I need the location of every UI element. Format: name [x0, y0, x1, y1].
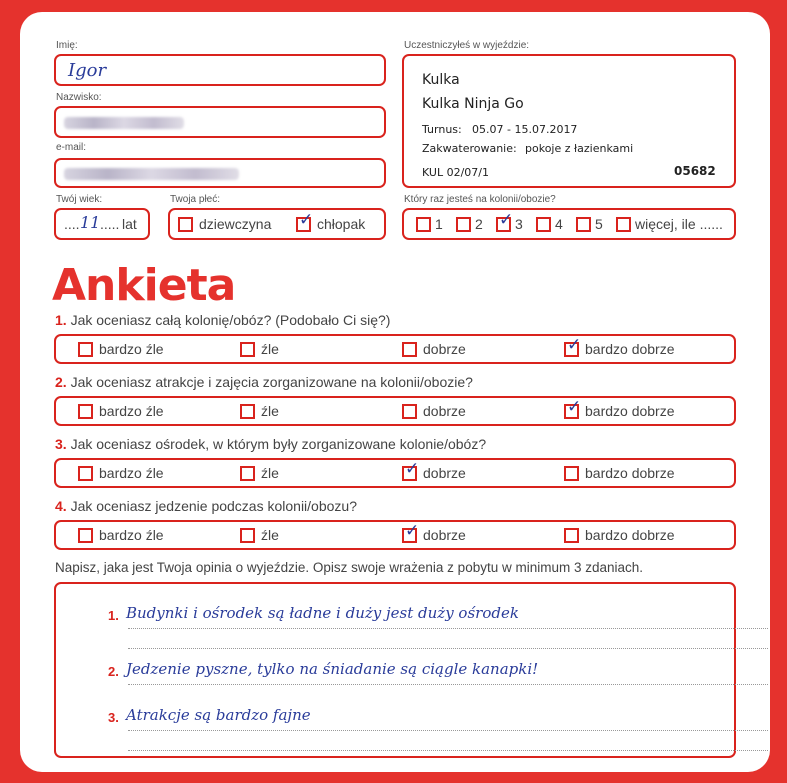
times-option-1[interactable]: [416, 210, 443, 238]
gender-label: Twoja płeć:: [170, 194, 221, 205]
trip-number: 05682: [674, 164, 716, 178]
blurred-last-name: [64, 117, 184, 129]
rating-checkbox[interactable]: [78, 528, 93, 543]
gender-girl-checkbox[interactable]: [178, 217, 193, 232]
trip-label: Uczestniczyłeś w wyjeździe:: [404, 40, 530, 51]
turnus-value: 05.07 - 15.07.2017: [472, 123, 578, 136]
gender-option-girl[interactable]: [178, 210, 271, 238]
email-field[interactable]: [54, 158, 386, 188]
rating-label: bardzo dobrze: [585, 465, 675, 481]
question-label: Jak oceniasz ośrodek, w którym były zorganizowane kolonie/obóz?: [70, 436, 487, 452]
question-number: 4.: [55, 498, 67, 514]
rating-checkbox[interactable]: [240, 342, 255, 357]
times-more-checkbox[interactable]: [616, 217, 631, 232]
divider: [128, 648, 768, 649]
rating-option[interactable]: [78, 398, 164, 424]
check-mark-icon: ✓: [299, 209, 314, 230]
question-3-text: [55, 436, 486, 452]
divider: [128, 628, 768, 629]
times-option-2[interactable]: [456, 210, 483, 238]
trip-line2: Kulka Ninja Go: [422, 96, 524, 112]
survey-title: Ankieta: [52, 260, 236, 311]
times-4-label: 4: [555, 216, 563, 232]
rating-label: źle: [261, 465, 279, 481]
divider: [128, 730, 768, 731]
question-label: Jak oceniasz całą kolonię/obóz? (Podobało Ci się?): [70, 312, 391, 328]
age-field[interactable]: .... 11 ..... lat: [54, 208, 150, 240]
rating-option[interactable]: [78, 460, 164, 486]
rating-label: źle: [261, 341, 279, 357]
rating-checkbox[interactable]: [402, 520, 420, 543]
check-mark-icon: ✓: [499, 209, 514, 230]
rating-checkbox[interactable]: [78, 466, 93, 481]
question-label: Jak oceniasz jedzenie podczas kolonii/obozu?: [70, 498, 357, 514]
rating-checkbox[interactable]: [78, 404, 93, 419]
divider: [128, 750, 768, 751]
rating-option[interactable]: [402, 336, 466, 362]
accommodation-label: Zakwaterowanie:: [422, 142, 517, 155]
trip-line1: Kulka: [422, 72, 460, 88]
first-name-value: Igor: [68, 60, 107, 81]
opinion-box[interactable]: [54, 582, 736, 758]
times-option-4[interactable]: [536, 210, 563, 238]
rating-option[interactable]: [402, 398, 466, 424]
last-name-field[interactable]: [54, 106, 386, 138]
check-mark-icon: ✓: [405, 458, 420, 479]
last-name-label: Nazwisko:: [56, 92, 102, 103]
first-name-field[interactable]: [54, 54, 386, 86]
rating-checkbox[interactable]: [564, 334, 582, 357]
opinion-answer-1: Budynki i ośrodek są ładne i duży jest duży ośrodek: [126, 604, 519, 622]
rating-checkbox[interactable]: [240, 466, 255, 481]
accommodation-value: pokoje z łazienkami: [525, 142, 634, 155]
divider: [128, 684, 768, 685]
rating-option[interactable]: [240, 398, 279, 424]
question-4-text: [55, 498, 357, 514]
age-value: 11: [80, 213, 101, 232]
gender-girl-label: dziewczyna: [199, 216, 272, 232]
trip-code: KUL 02/07/1: [422, 166, 489, 179]
rating-option[interactable]: [402, 522, 466, 548]
blurred-email: [64, 168, 239, 180]
rating-label: dobrze: [423, 341, 466, 357]
times-2-checkbox[interactable]: [456, 217, 471, 232]
question-number: 3.: [55, 436, 67, 452]
gender-boy-label: chłopak: [317, 216, 366, 232]
check-mark-icon: ✓: [567, 396, 582, 417]
rating-label: bardzo źle: [99, 527, 164, 543]
survey-sheet: [20, 12, 770, 772]
first-name-label: Imię:: [56, 40, 78, 51]
rating-checkbox[interactable]: [240, 528, 255, 543]
times-option-3[interactable]: [496, 210, 523, 238]
times-2-label: 2: [475, 216, 483, 232]
opinion-num-1: 1.: [108, 608, 119, 623]
rating-label: dobrze: [423, 527, 466, 543]
times-label: Który raz jesteś na kolonii/obozie?: [404, 194, 556, 205]
rating-checkbox[interactable]: [564, 396, 582, 419]
times-option-5[interactable]: [576, 210, 603, 238]
opinion-answer-2: Jedzenie pyszne, tylko na śniadanie są ciągle kanapki!: [126, 660, 539, 678]
times-5-checkbox[interactable]: [576, 217, 591, 232]
rating-option[interactable]: [402, 460, 466, 486]
age-label: Twój wiek:: [56, 194, 103, 205]
times-4-checkbox[interactable]: [536, 217, 551, 232]
opinion-prompt: Napisz, jaka jest Twoja opinia o wyjeździe. Opisz swoje wrażenia z pobytu w minimum 3 zdaniach.: [55, 560, 644, 575]
check-mark-icon: ✓: [567, 334, 582, 355]
rating-option[interactable]: [240, 336, 279, 362]
rating-label: bardzo dobrze: [585, 527, 675, 543]
question-number: 2.: [55, 374, 67, 390]
question-label: Jak oceniasz atrakcje i zajęcia zorganizowane na kolonii/obozie?: [70, 374, 473, 390]
rating-label: bardzo źle: [99, 465, 164, 481]
rating-label: bardzo dobrze: [585, 403, 675, 419]
rating-checkbox[interactable]: [402, 404, 417, 419]
question-4-rating: [54, 520, 736, 550]
times-5-label: 5: [595, 216, 603, 232]
rating-label: bardzo źle: [99, 341, 164, 357]
times-1-checkbox[interactable]: [416, 217, 431, 232]
opinion-num-3: 3.: [108, 710, 119, 725]
rating-option[interactable]: [564, 336, 675, 362]
rating-option[interactable]: [240, 522, 279, 548]
times-3-label: 3: [515, 216, 523, 232]
turnus-label: Turnus:: [422, 123, 462, 136]
rating-option[interactable]: [78, 522, 164, 548]
gender-option-boy[interactable]: [296, 210, 365, 238]
question-3-rating: [54, 458, 736, 488]
rating-label: źle: [261, 403, 279, 419]
trip-card: [402, 54, 736, 188]
times-1-label: 1: [435, 216, 443, 232]
times-more-label: więcej, ile ......: [635, 216, 723, 232]
check-mark-icon: ✓: [405, 520, 420, 541]
rating-checkbox[interactable]: [564, 466, 579, 481]
rating-label: źle: [261, 527, 279, 543]
rating-checkbox[interactable]: [402, 458, 420, 481]
times-field: [402, 208, 736, 240]
question-2-rating: [54, 396, 736, 426]
rating-option[interactable]: [78, 336, 164, 362]
age-unit: lat: [122, 216, 137, 232]
times-option-more[interactable]: [616, 210, 723, 238]
rating-option[interactable]: [564, 460, 675, 486]
times-3-checkbox[interactable]: [496, 209, 514, 232]
rating-option[interactable]: [564, 398, 675, 424]
question-number: 1.: [55, 312, 67, 328]
rating-checkbox[interactable]: [240, 404, 255, 419]
rating-option[interactable]: [240, 460, 279, 486]
gender-boy-checkbox[interactable]: [296, 209, 314, 232]
rating-checkbox[interactable]: [78, 342, 93, 357]
opinion-answer-3: Atrakcje są bardzo fajne: [126, 706, 311, 724]
rating-label: bardzo źle: [99, 403, 164, 419]
rating-label: bardzo dobrze: [585, 341, 675, 357]
rating-checkbox[interactable]: [402, 342, 417, 357]
email-label: e-mail:: [56, 142, 87, 153]
rating-option[interactable]: [564, 522, 675, 548]
question-1-text: [55, 312, 390, 328]
rating-label: dobrze: [423, 403, 466, 419]
question-2-text: [55, 374, 473, 390]
question-1-rating: [54, 334, 736, 364]
gender-field: [168, 208, 386, 240]
rating-label: dobrze: [423, 465, 466, 481]
opinion-num-2: 2.: [108, 664, 119, 679]
rating-checkbox[interactable]: [564, 528, 579, 543]
